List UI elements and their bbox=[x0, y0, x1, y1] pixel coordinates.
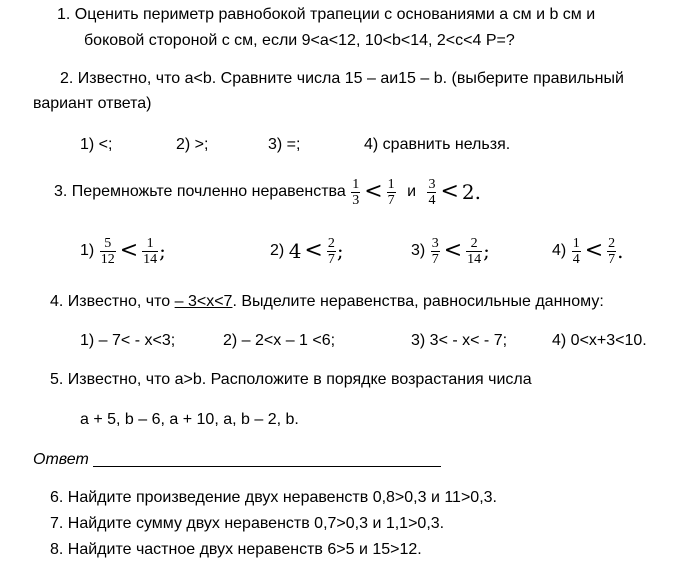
q2-option-4: 4) сравнить нельзя. bbox=[364, 136, 511, 153]
q5-numbers: a + 5, b – 6, a + 10, a, b – 2, b. bbox=[80, 411, 299, 428]
q3-given2-relation: < bbox=[440, 179, 459, 204]
q3-text: 3. Перемножьте почленно неравенства bbox=[54, 183, 346, 201]
q4-given-inequality: – 3<x<7 bbox=[174, 293, 233, 310]
q3-option-2: 2) 4 < $\frac{2}{7}$ ; bbox=[270, 235, 344, 267]
q3-given1-right-fraction: $\frac{1}{7}$ bbox=[387, 176, 395, 208]
q6-text: 6. Найдите произведение двух неравенств 0,8>0,3 и 11>0,3. bbox=[50, 489, 497, 506]
answer-label: Ответ bbox=[33, 451, 89, 468]
q3-statement bbox=[54, 174, 481, 210]
q3-option-3: 3) $\frac{3}{7}$ < $\frac{2}{14}$ ; bbox=[411, 235, 490, 267]
q3-given2-left-fraction: $\frac{3}{4}$ bbox=[428, 176, 436, 208]
q3-given2-rhs: 2. bbox=[461, 180, 482, 204]
q8-text: 8. Найдите частное двух неравенств 6>5 и 15>12. bbox=[50, 541, 422, 558]
q4-suffix: . Выделите неравенства, равносильные данному: bbox=[232, 293, 604, 310]
q3-option-1: 1) $\frac{5}{12}$ < $\frac{1}{14}$ ; bbox=[80, 235, 166, 267]
q3-given1-left-fraction: $\frac{1}{3}$ bbox=[352, 176, 360, 208]
q2-option-2: 2) >; bbox=[176, 136, 209, 153]
q3-option-4: 4) $\frac{1}{4}$ < $\frac{2}{7}$ . bbox=[552, 235, 624, 267]
q1-line2: боковой стороной с см, если 9<a<12, 10<b<14, 2<c<4 P=? bbox=[84, 32, 515, 49]
q1-line1: 1. Оценить периметр равнобокой трапеции с основаниями a см и b см и bbox=[57, 6, 596, 23]
q4-prefix: 4. Известно, что bbox=[50, 293, 175, 310]
q3-given1-relation: < bbox=[364, 179, 383, 204]
q4-option-1: 1) – 7< - x<3; bbox=[80, 332, 176, 349]
q3-option-2-label: 2) bbox=[270, 242, 285, 260]
answer-blank-line[interactable] bbox=[93, 466, 441, 467]
q3-option-4-label: 4) bbox=[552, 242, 567, 260]
q4-option-3: 3) 3< - x< - 7; bbox=[411, 332, 508, 349]
q2-line1: 2. Известно, что a<b. Сравните числа 15 – aи15 – b. (выберите правильный bbox=[60, 70, 624, 87]
q3-option-1-label: 1) bbox=[80, 242, 95, 260]
q7-text: 7. Найдите сумму двух неравенств 0,7>0,3 и 1,1>0,3. bbox=[50, 515, 445, 532]
q2-line2: вариант ответа) bbox=[33, 95, 152, 112]
q2-option-1: 1) <; bbox=[80, 136, 113, 153]
q4-statement bbox=[50, 292, 604, 312]
q3-and: и bbox=[407, 183, 417, 201]
q3-option-3-label: 3) bbox=[411, 242, 426, 260]
q2-option-3: 3) =; bbox=[268, 136, 301, 153]
q4-option-2: 2) – 2<x – 1 <6; bbox=[223, 332, 336, 349]
q5-line1: 5. Известно, что a>b. Расположите в порядке возрастания числа bbox=[50, 371, 532, 388]
q4-option-4: 4) 0<x+3<10. bbox=[552, 332, 647, 349]
